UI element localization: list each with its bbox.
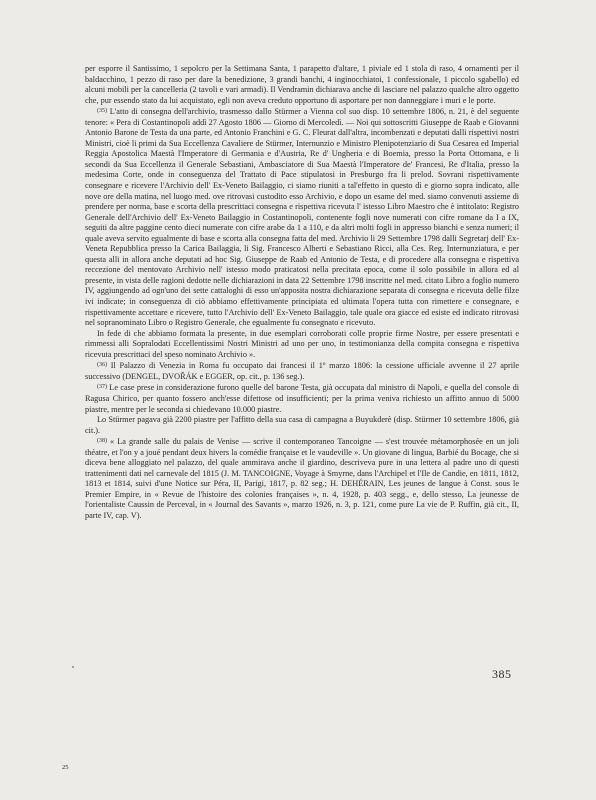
paragraph-text: per esporre il Santissimo, 1 sepolcro per la Settimana Santa, 1 parapetto d'altare, 1 piviale ed 1 stola di raso, 4 ornamenti per il baldacchino, 1 pezzo di raso per dare la benedizione, 3 grandi banchi, 4 inginocchiatoi, 1 confessionale, 1 piccolo sgabello) ed alcuni mobili per la cancelleria (2 tavoli e vari armadi). Il Vendramin dichiarava anche di lasciare nel palazzo qualche altro oggetto che, pur essendo stato da lui acquistato, egli non aveva creduto opportuno di asportare per non danneggiare i muri e le porte.	[85, 64, 519, 105]
footnote-marker: (38)	[97, 438, 107, 445]
footnote-marker: (36)	[97, 362, 107, 369]
printer-signature-mark: 25	[62, 764, 69, 771]
footnote-35-closing	[85, 329, 519, 361]
footnote-marker: (35)	[97, 108, 107, 115]
footnote-38	[85, 436, 519, 521]
footnote-37-continuation	[85, 415, 519, 436]
paragraph-text: L'atto di consegna dell'archivio, trasmesso dallo Stürmer a Vienna col suo disp. 10 settembre 1806, n. 21, è del seguente tenore: « Pera di Costantinopoli addì 27 Agosto 1806 — Giorno di Mercoledì. — Noi qui sottoscritti Giuseppe de Raab e Giovanni Antonio Barone de Testa da una parte, ed Antonio Franchini e G. C. Fleurat dall'altra, incombenzati e deputati dalli rispettivi nostri Ministri, cioè li primi da Sua Eccellenza Cavaliere de Stürmer, Internunzio e Ministro Plenipotenziario di Sua Cesarea ed Imperial Reggia Apostolica Maestà l'Imperatore di Germania e d'Austria, Re d' Ungheria e di Boemia, presso la Porta Ottomana, e li secondi da Sua Eccellenza il Generale Sebastiani, Ambasciatore di Sua Maestà l'Imperatore de' Francesi, Re d'Italia, presso la medesima Corte, onde in conseguenza del Trattato di Pace stipulatosi in Presburgo fra li prelod. Sovrani rispettivamente consegnare e ricevere l'Archivio dell' Ex-Veneto Bailaggio, ci siamo riuniti a tal'effetto in questo dì e giorno sopra indicato, alle nove ore della matina, nel luogo med. ove ritrovasi custodito esso Archivio, e dopo un esame del med. siamo convenuti assieme di prendere per norma, base e scorta della prescrittaci consegna e rispettiva ricevuta l' istesso Libro Maestro che è intitolato: Registro Generale dell'Archivio dell' Ex-Veneto Bailaggio in Costantinopoli, contenente fogli nove numerati con cifre romane da I a IX, seguiti da altre paggine cento dieci numerate con cifre arabe da 1 a 110, e da altri molti fogli in appresso bianchi e senza numeri; il quale aveva servito egualmente di base e scorta alla consegna fatta del med. Archivio li 29 Settembre 1798 dalli Segretarj dell' Ex-Veneta Repubblica presso la Carica Bailaggia, li Sig. Francesco Alberti e Sebastiano Ricci, alla Ces. Reg. Internunziatura, e per questa alli in allora anche deputati ad hoc Sig. Giuseppe de Raab ed Antonio de Testa, e di procedere alla consegna e rispettiva reccezione del mentovato Archivio nell' istesso modo praticatosi nella precitata epoca, come il solo possibile in allora ed al presente, in vista delle ragioni dedotte nelle dichiarazioni in data 22 Settembre 1798 inscritte nel med. citato Libro a foglio numero IV, aggiungendo ad ogn'uno dei sette cattaloghi di esso un'apposita nostra dichiarazione separata di consegna e ricevuta delle filze ivi indicate; in conseguenza di ciò abbiamo effettivamente principiata ed ultimata l'opera tutta con rimettere e consegnare, e rispettivamente accettare e ricevere, tutto l'Archivio dell' Ex-Veneto Bailaggio, tale quale ora giacce ed esiste ed indicato ritrovasi nel sopranominato Libro o Registro Generale, che egualmente fu consegnato e ricevuto.	[85, 107, 519, 328]
page-number: 385	[492, 667, 512, 681]
footnote-34-continuation	[85, 64, 519, 106]
paragraph-text: Lo Stürmer pagava già 2200 piastre per l'affitto della sua casa di campagna a Buyukderè (disp. Stürmer 10 settembre 1806, già cit.).	[85, 415, 519, 435]
footnote-36	[85, 360, 519, 382]
paragraph-text: Il Palazzo di Venezia in Roma fu occupato dai francesi il 1º marzo 1806: la cessione ufficiale avvenne il 27 aprile successivo (DENGEL, DVOŘÁK e EGGER, op. cit., p. 136 seg.).	[85, 361, 519, 381]
footnote-marker: (37)	[97, 384, 107, 391]
margin-dot	[72, 666, 74, 668]
paragraph-text: Le case prese in considerazione furono quelle del barone Testa, già occupata dal ministro di Napoli, e quella del console di Ragusa Chirico, per quanto fossero anch'esse difettose od insufficienti; per la prima veniva richiesto un affitto annuo di 5000 piastre, mentre per le seconda si chiedevano 10.000 piastre.	[85, 383, 519, 414]
paragraph-text: « La grande salle du palais de Venise — scrive il contemporaneo Tancoigne — s'est trouvée métamorphosée en un joli théatre, et l'on y a joué pendant deux hivers la comédie française et le vaudeville ». Un giovane di lingua, Barbié du Bocage, che si diceva bene alloggiato nel palazzo, del quale ammirava anche il giardino, descriveva pure in una lettera al padre uno di questi trattenimenti dati nel carnevale del 1815 (J. M. TANCOIGNE, Voyage à Smyrne, dans l'Archipel et l'Ile de Candie, en 1811, 1812, 1813 et 1814, suivi d'une Notice sur Péra, II, Parigi, 1817, p. 82 seg.; H. DEHÉRAIN, Les jeunes de langue à Const. sous le Premier Empire, in « Revue de l'histoire des colonies françaises », n. 4, 1928, p. 403 segg., e, dello stesso, La jeunesse de l'orientaliste Caussin de Perceval, in « Journal des Savants », marzo 1926, n. 3, p. 121, come pure La vie de P. Ruffin, già cit., II, parte IV, cap. V).	[85, 437, 519, 520]
footnote-37	[85, 382, 519, 415]
paragraph-text: In fede di che abbiamo formata la presente, in due esemplari corroborati colle proprie firme Nostre, per essere presentati e rimmessi alli Sopralodati Eccellentissimi Nostri Ministri ad uno per uno, in testimonianza della compita consegna e rispettiva ricevuta prescrittaci del speso nominato Archivio ».	[85, 328, 519, 359]
footnotes-text-block	[85, 64, 519, 522]
footnote-35	[85, 106, 519, 328]
